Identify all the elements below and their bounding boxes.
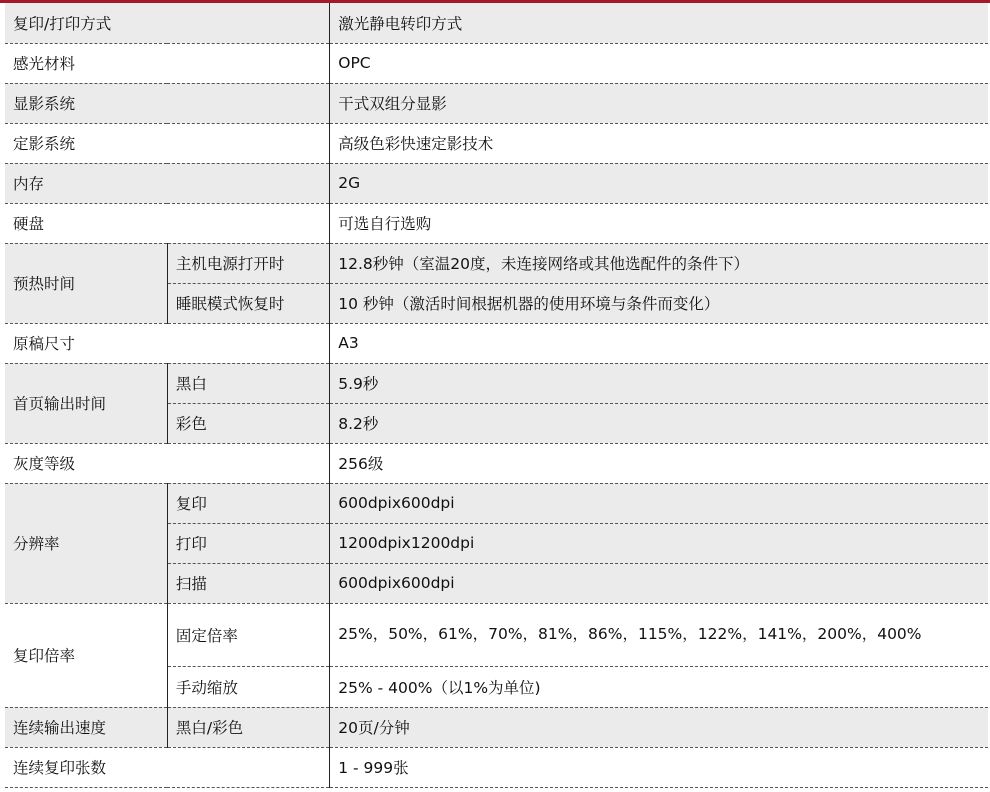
row-label: 感光材料 xyxy=(5,43,330,83)
row-value: 1200dpix1200dpi xyxy=(330,523,988,563)
row-value: 干式双组分显影 xyxy=(330,83,988,123)
table-row xyxy=(5,43,988,83)
row-value: 激光静电转印方式 xyxy=(330,3,988,43)
table-row xyxy=(5,707,988,747)
row-value: 1 - 999张 xyxy=(330,747,988,787)
row-sublabel: 打印 xyxy=(167,523,329,563)
row-label: 复印倍率 xyxy=(5,603,167,707)
row-label: 连续输出速度 xyxy=(5,707,167,747)
table-row xyxy=(5,3,988,43)
row-label: 硬盘 xyxy=(5,203,330,243)
table-row xyxy=(5,123,988,163)
row-value: 10 秒钟（激活时间根据机器的使用环境与条件而变化） xyxy=(330,283,988,323)
table-row xyxy=(5,483,988,523)
row-label: 分辨率 xyxy=(5,483,167,603)
row-sublabel: 主机电源打开时 xyxy=(167,243,329,283)
row-label: 显影系统 xyxy=(5,83,330,123)
row-sublabel: 固定倍率 xyxy=(167,603,329,666)
row-label: 灰度等级 xyxy=(5,443,330,483)
spec-table xyxy=(5,3,988,788)
row-label: 原稿尺寸 xyxy=(5,323,330,363)
row-sublabel: 睡眠模式恢复时 xyxy=(167,283,329,323)
row-value: 可选自行选购 xyxy=(330,203,988,243)
table-row xyxy=(5,203,988,243)
table-row xyxy=(5,83,988,123)
row-value: 高级色彩快速定影技术 xyxy=(330,123,988,163)
row-label: 复印/打印方式 xyxy=(5,3,330,43)
row-value: 25% - 400%（以1%为单位) xyxy=(330,666,988,707)
row-label: 预热时间 xyxy=(5,243,167,323)
row-label: 定影系统 xyxy=(5,123,330,163)
row-value: 12.8秒钟（室温20度，未连接网络或其他选配件的条件下） xyxy=(330,243,988,283)
row-value: A3 xyxy=(330,323,988,363)
row-sublabel: 扫描 xyxy=(167,563,329,603)
table-row xyxy=(5,163,988,203)
row-sublabel: 黑白 xyxy=(167,363,329,403)
row-value: 5.9秒 xyxy=(330,363,988,403)
table-row xyxy=(5,363,988,403)
row-label: 首页输出时间 xyxy=(5,363,167,443)
row-value: 8.2秒 xyxy=(330,403,988,443)
table-row xyxy=(5,243,988,283)
row-value: 600dpix600dpi xyxy=(330,563,988,603)
table-row xyxy=(5,603,988,666)
row-value: 25%，50%，61%，70%，81%，86%，115%，122%，141%，200%，400% xyxy=(330,603,988,666)
row-value: 256级 xyxy=(330,443,988,483)
row-sublabel: 手动缩放 xyxy=(167,666,329,707)
row-sublabel: 复印 xyxy=(167,483,329,523)
row-label: 连续复印张数 xyxy=(5,747,330,787)
row-value: OPC xyxy=(330,43,988,83)
table-row xyxy=(5,323,988,363)
row-value: 2G xyxy=(330,163,988,203)
row-sublabel: 彩色 xyxy=(167,403,329,443)
row-value: 20页/分钟 xyxy=(330,707,988,747)
row-label: 内存 xyxy=(5,163,330,203)
table-row xyxy=(5,443,988,483)
table-row xyxy=(5,747,988,787)
row-value: 600dpix600dpi xyxy=(330,483,988,523)
row-sublabel: 黑白/彩色 xyxy=(167,707,329,747)
